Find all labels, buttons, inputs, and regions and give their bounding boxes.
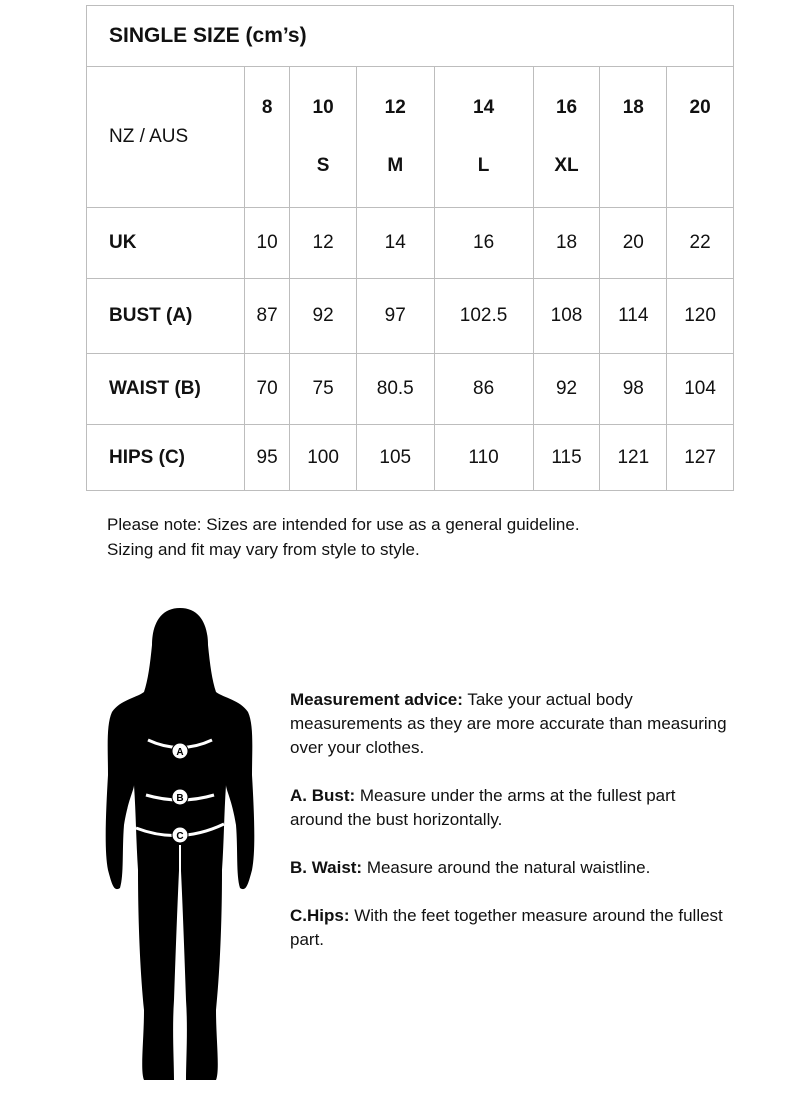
measurement-advice <box>290 688 730 976</box>
header-label: NZ / AUS <box>87 67 245 208</box>
size-col: 20 <box>667 67 734 208</box>
size-col: 8 <box>245 67 290 208</box>
size-chart-table <box>86 5 734 491</box>
marker-c: C <box>176 831 184 842</box>
size-col: 18 <box>600 67 667 208</box>
marker-b: B <box>176 793 184 804</box>
advice-hips: C.Hips: With the feet together measure around the fullest part. <box>290 906 723 949</box>
header-row <box>87 67 734 208</box>
sizing-note: Please note: Sizes are intended for use as a general guideline. Sizing and fit may vary from style to style. <box>107 515 580 559</box>
advice-bust: A. Bust: Measure under the arms at the fullest part around the bust horizontally. <box>290 786 676 829</box>
size-col: 10 S <box>290 67 357 208</box>
table-row: UK 10 12 14 16 18 20 22 <box>87 208 734 279</box>
table-row: BUST (A) 87 92 97 102.5 108 114 120 <box>87 279 734 354</box>
table-title: SINGLE SIZE (cm’s) <box>87 6 734 67</box>
size-col: 14 L <box>434 67 533 208</box>
size-col: 12 M <box>356 67 434 208</box>
body-silhouette-icon <box>100 600 260 1090</box>
advice-waist: B. Waist: Measure around the natural waistline. <box>290 858 651 877</box>
size-col: 16 XL <box>533 67 600 208</box>
advice-general: Measurement advice: Take your actual body measurements as they are more accurate than measuring over your clothes. <box>290 690 727 757</box>
marker-a: A <box>176 747 184 758</box>
table-row: HIPS (C) 95 100 105 110 115 121 127 <box>87 425 734 491</box>
table-row: WAIST (B) 70 75 80.5 86 92 98 104 <box>87 354 734 425</box>
